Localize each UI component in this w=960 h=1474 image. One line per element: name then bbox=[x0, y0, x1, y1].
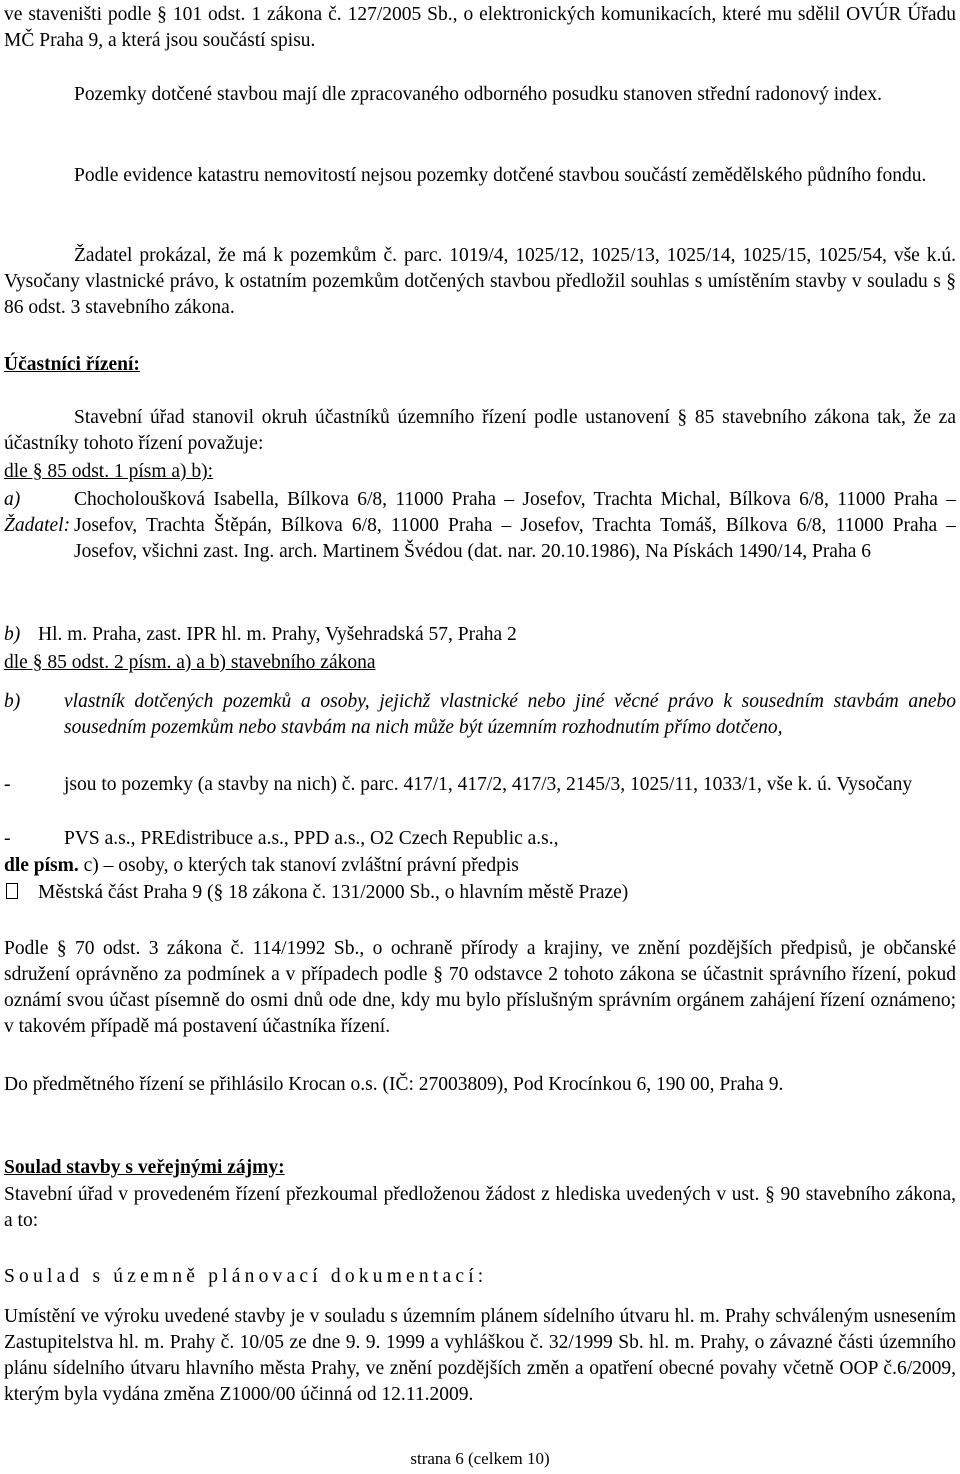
participant-b-text: Hl. m. Praha, zast. IPR hl. m. Prahy, Vyšehradská 57, Praha 2 bbox=[38, 624, 517, 645]
dle-pism-c-bold: dle písm. bbox=[4, 855, 79, 876]
participant-a bbox=[4, 487, 956, 565]
participant-a-text: Chocholoušková Isabella, Bílkova 6/8, 11000 Praha – Josefov, Trachta Michal, Bílkova 6/8, 11000 Praha – Josefov, Trachta Štěpán, Bílkova 6/8, 11000 Praha – Josefov, Trachta Tomáš, Bílkova 6/8, 11000 Praha – Josefov, všichni zast. Ing. arch. Martinem Švédou (dat. nar. 20.10.1986), Na Pískách 1490/14, Praha 6 bbox=[74, 489, 956, 562]
dle-85-odst-2: dle § 85 odst. 2 písm. a) a b) stavebního zákona bbox=[4, 652, 376, 673]
participant-a-label: a) Žadatel: bbox=[4, 489, 71, 536]
heading-soulad-zajmy: Soulad stavby s veřejnými zájmy: bbox=[4, 1157, 285, 1178]
paragraph-radon: Pozemky dotčené stavbou mají dle zpracovaného odborného posudku stanoven střední radonový index. bbox=[74, 84, 882, 105]
dash-bullet: - bbox=[4, 828, 11, 849]
page-footer: strana 6 (celkem 10) bbox=[410, 1449, 550, 1468]
paragraph-stavenisti: ve staveništi podle § 101 odst. 1 zákona č. 127/2005 Sb., o elektronických komunikacích, které mu sdělil OVÚR Úřadu MČ Praha 9, a která jsou součástí spisu. bbox=[4, 4, 956, 51]
square-bullet-icon bbox=[4, 880, 38, 906]
mestska-cast-text: Městská část Praha 9 (§ 18 zákona č. 131/2000 Sb., o hlavním městě Praze) bbox=[38, 882, 629, 903]
dash-item-pozemky bbox=[4, 772, 956, 798]
heading-ucastnici: Účastníci řízení: bbox=[4, 354, 140, 375]
participant-b bbox=[4, 622, 956, 648]
paragraph-zpf: Podle evidence katastru nemovitostí nejsou pozemky dotčené stavbou součástí zemědělského půdního fondu. bbox=[74, 165, 927, 186]
paragraph-okruh-ucastniku: Stavební úřad stanovil okruh účastníků územního řízení podle ustanovení § 85 stavebního zákona tak, že za účastníky tohoto řízení považuje: bbox=[4, 407, 956, 454]
dash-item-pozemky-text: jsou to pozemky (a stavby na nich) č. parc. 417/1, 417/2, 417/3, 2145/3, 1025/11, 1033/1, vše k. ú. Vysočany bbox=[64, 774, 913, 795]
dash-item-spolecnosti-text: PVS a.s., PREdistribuce a.s., PPD a.s., O2 Czech Republic a.s., bbox=[64, 828, 559, 849]
participant-b2-label: b) bbox=[4, 691, 21, 712]
paragraph-ochrana-prirody: Podle § 70 odst. 3 zákona č. 114/1992 Sb., o ochraně přírody a krajiny, ve znění pozdějších předpisů, je občanské sdružení oprávněno za podmínek a v případech podle § 70 odstavce 2 tohoto zákona se účastnit správního řízení, pokud oznámí svou účast písemně do osmi dnů ode dne, kdy mu bylo příslušným správním orgánem zahájení řízení oznámeno; v takovém případě má postavení účastníka řízení. bbox=[4, 938, 956, 1037]
participant-b2 bbox=[4, 689, 956, 741]
paragraph-uzemni-plan: Umístění ve výroku uvedené stavby je v souladu s územním plánem sídelního útvaru hl. m. Prahy schváleným usnesením Zastupitelstva hl. m. Prahy č. 10/05 ze dne 9. 9. 1999 a vyhláškou č. 32/1999 Sb. hl. m. Prahy, o závazné části územního plánu sídelního útvaru hlavního města Prahy, ve znění pozdějších změn a opatření obecné povahy včetně OOP č.6/2009, kterým byla vydána změna Z1000/00 účinná od 12.11.2009. bbox=[4, 1306, 956, 1405]
dash-item-spolecnosti bbox=[4, 826, 956, 852]
participant-b2-text: vlastník dotčených pozemků a osoby, jejichž vlastnické nebo jiné věcné právo k sousedním stavbám anebo sousedním pozemkům nebo stavbám na nich může být územním rozhodnutím přímo dotčeno, bbox=[64, 691, 956, 738]
paragraph-prezkoumal: Stavební úřad v provedeném řízení přezkoumal předloženou žádost z hlediska uvedených v ust. § 90 stavebního zákona, a to: bbox=[4, 1184, 956, 1231]
mestska-cast-item bbox=[4, 880, 956, 906]
dle-85-odst-1: dle § 85 odst. 1 písm a) b): bbox=[4, 461, 214, 482]
heading-soulad-upd: Soulad s územně plánovací dokumentací: bbox=[4, 1266, 488, 1287]
dash-bullet: - bbox=[4, 774, 11, 795]
participant-b-label: b) bbox=[4, 624, 21, 645]
paragraph-krocan: Do předmětného řízení se přihlásilo Krocan o.s. (IČ: 27003809), Pod Krocínkou 6, 190 00, Praha 9. bbox=[4, 1074, 784, 1095]
dle-pism-c bbox=[4, 853, 956, 879]
dle-pism-c-rest: c) – osoby, o kterých tak stanoví zvláštní právní předpis bbox=[78, 855, 519, 876]
paragraph-zadatel-prokazal: Žadatel prokázal, že má k pozemkům č. parc. 1019/4, 1025/12, 1025/13, 1025/14, 1025/15, 1025/54, vše k.ú. Vysočany vlastnické právo, k ostatním pozemkům dotčených stavbou předložil souhlas s umístěním stavby v souladu s § 86 odst. 3 stavebního zákona. bbox=[4, 245, 956, 318]
